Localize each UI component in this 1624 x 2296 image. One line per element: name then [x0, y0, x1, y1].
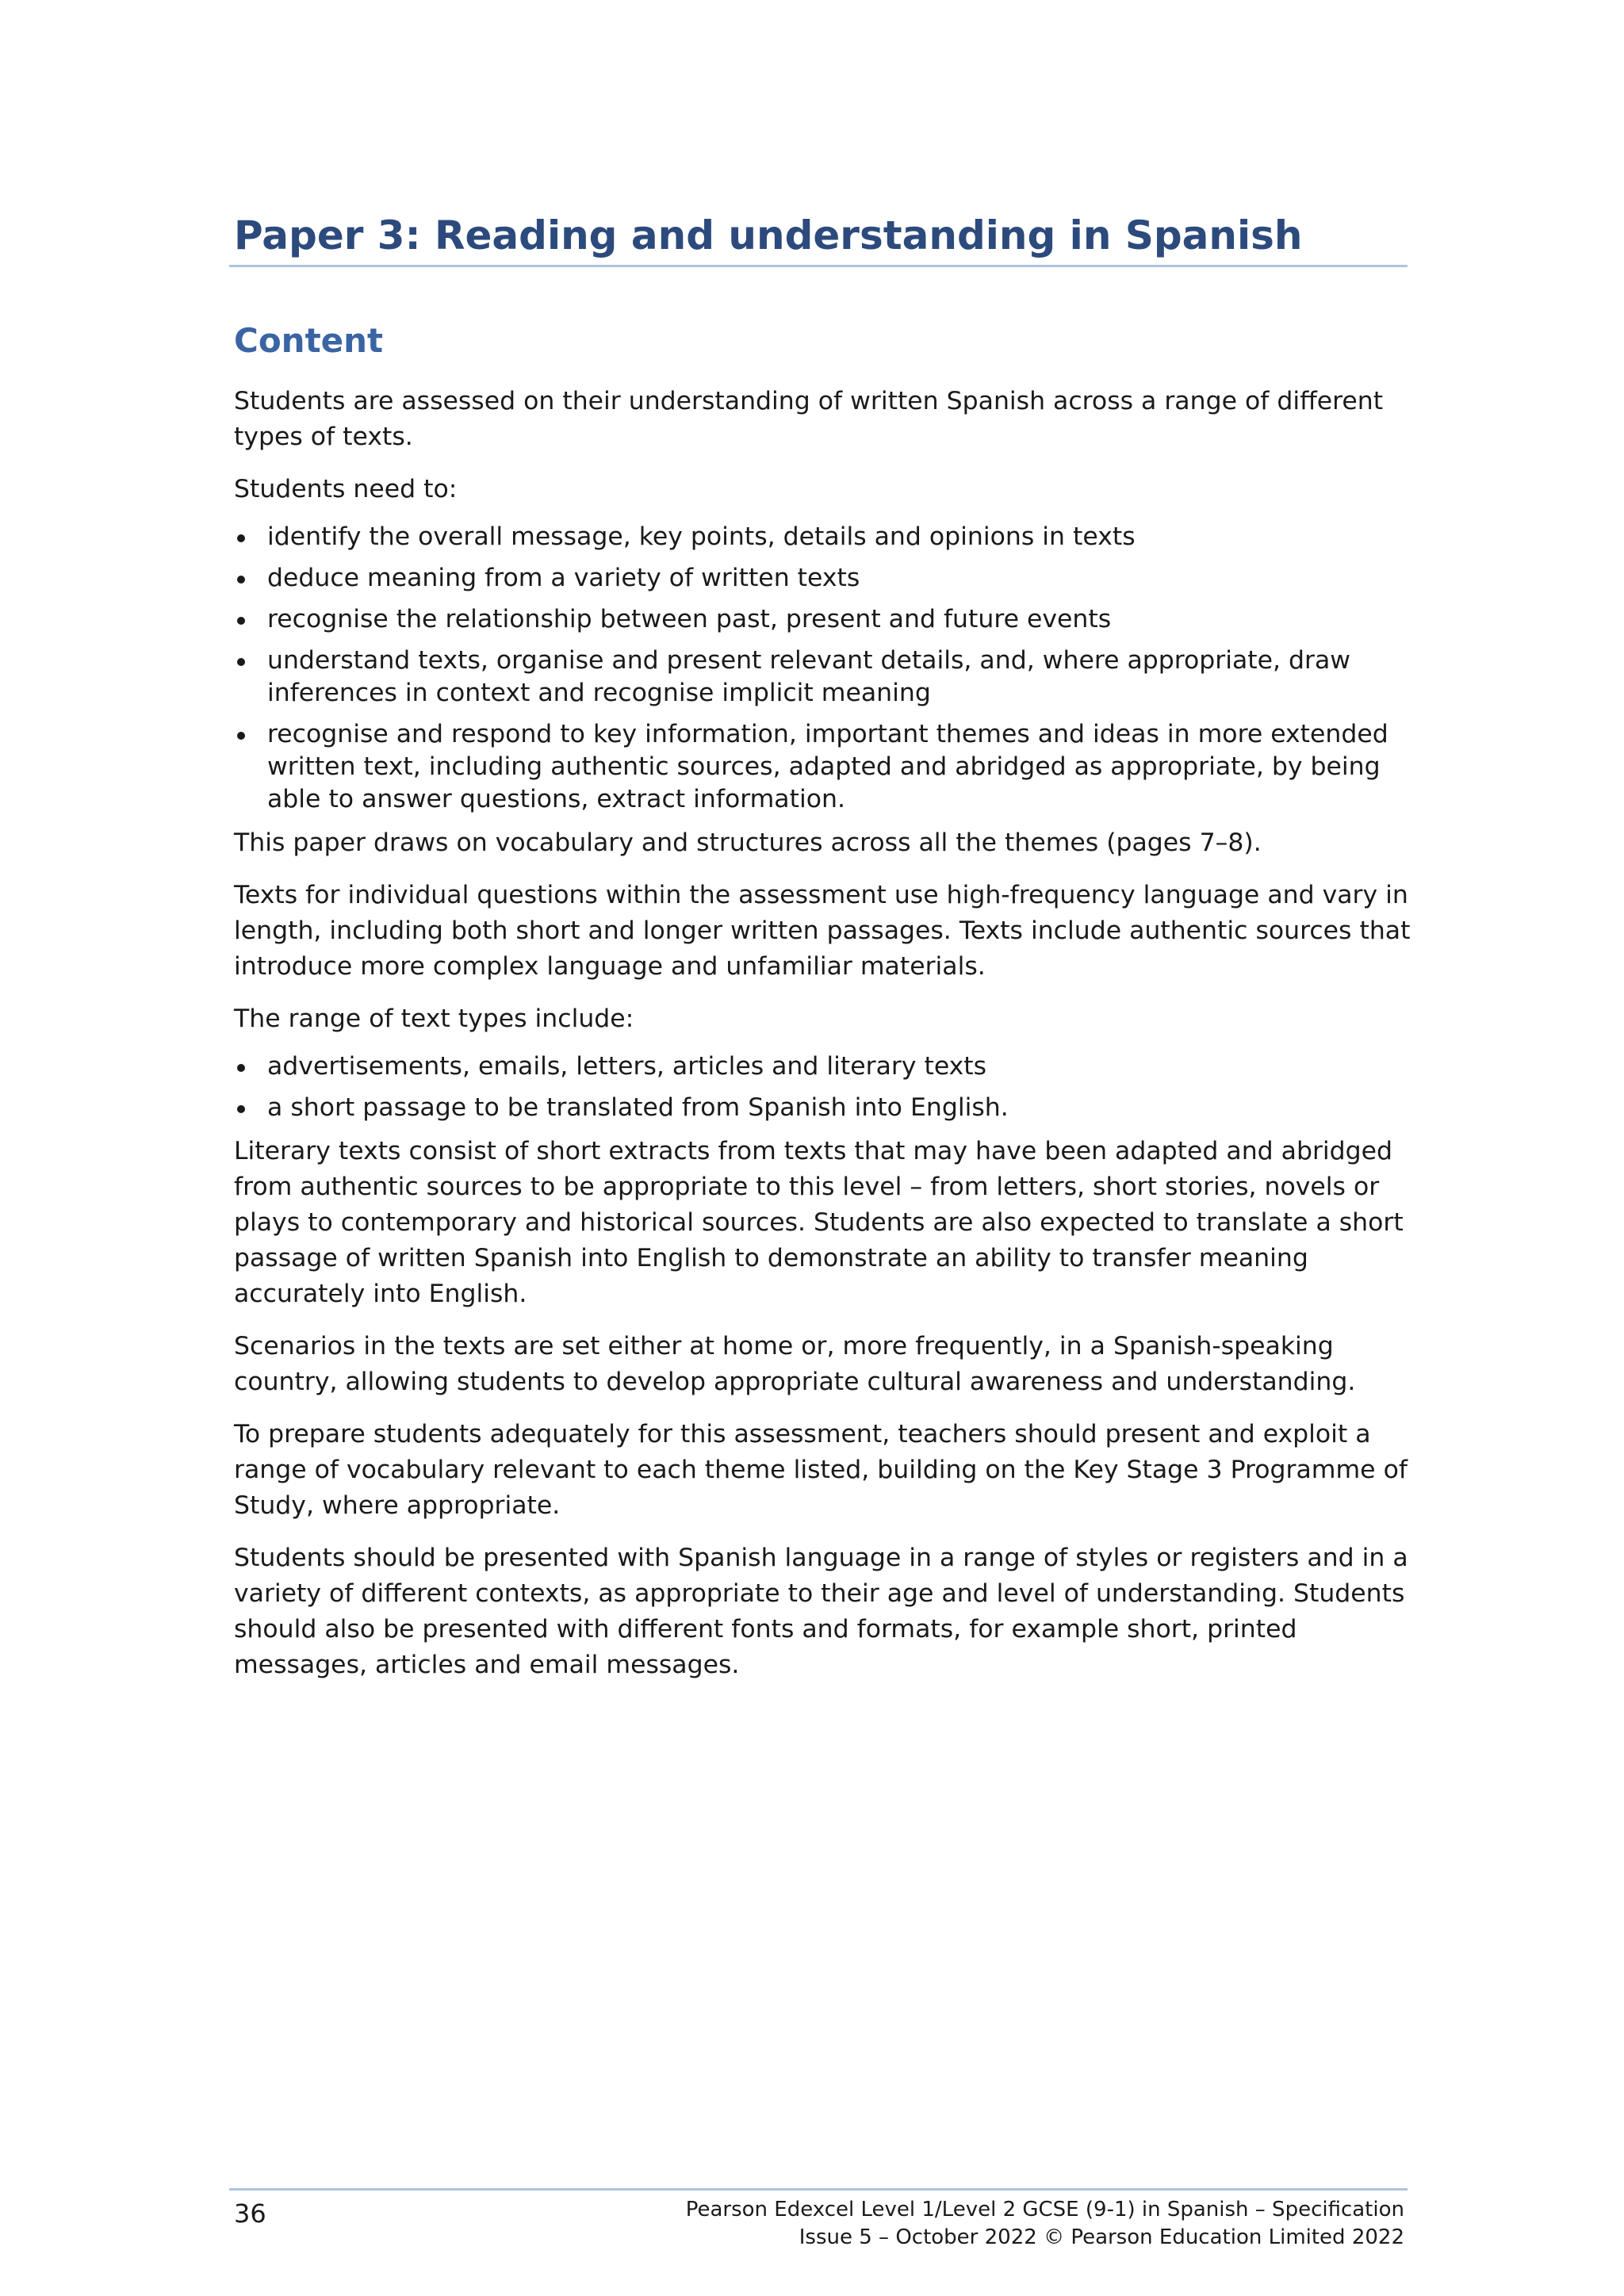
texts-paragraph: Texts for individual questions within the assessment use high-frequency language and vary in length, including both short and longer written passages. Texts include authentic sources that introduce more complex language and unfamiliar materials. — [234, 881, 1411, 981]
list-item — [234, 521, 1415, 553]
scenarios-paragraph: Scenarios in the texts are set either at home or, more frequently, in a Spanish-speaking country, allowing students to develop appropriate cultural awareness and understanding. — [234, 1332, 1356, 1396]
page-number: 36 — [234, 2198, 266, 2229]
list-item-text: advertisements, emails, letters, articles and literary texts — [267, 1052, 987, 1081]
needs-list — [234, 521, 1415, 816]
list-item-text: understand texts, organise and present relevant details, and, where appropriate, draw inferences in context and recognise implicit meaning — [267, 646, 1351, 707]
bullet-icon — [237, 534, 245, 542]
text-types-lead: The range of text types include: — [234, 1004, 634, 1033]
list-item — [234, 645, 1415, 710]
list-item-text: deduce meaning from a variety of written texts — [267, 564, 860, 592]
bullet-icon — [237, 1064, 245, 1072]
list-item — [234, 603, 1415, 636]
intro-paragraph: Students are assessed on their understanding of written Spanish across a range of different types of texts. — [234, 387, 1384, 451]
list-item-text: recognise and respond to key information, important themes and ideas in more extended written text, including authentic sources, adapted and abridged as appropriate, by being able to answer questions, extract information. — [267, 720, 1388, 813]
literary-texts-paragraph: Literary texts consist of short extracts from texts that may have been adapted and abridged from authentic sources to be appropriate to this level – from letters, short stories, novels or plays to contemporary and historical sources. Students are also expected to translate a short passage of written Spanish into English to demonstrate an ability to transfer meaning accurately into English. — [234, 1137, 1404, 1308]
vocabulary-paragraph: This paper draws on vocabulary and structures across all the themes (pages 7–8). — [234, 828, 1262, 857]
text-types-list — [234, 1050, 1415, 1124]
page-title: Paper 3: Reading and understanding in Spanish — [234, 212, 1303, 258]
title-divider — [229, 265, 1408, 267]
footer-citation — [686, 2196, 1404, 2252]
list-item-text: a short passage to be translated from Spanish into English. — [267, 1093, 1009, 1122]
list-item — [234, 562, 1415, 595]
needs-lead: Students need to: — [234, 475, 458, 503]
list-item — [234, 1092, 1415, 1124]
bullet-icon — [237, 658, 245, 666]
footer-divider — [229, 2188, 1408, 2191]
bullet-icon — [237, 1105, 245, 1113]
footer-line-1: Pearson Edexcel Level 1/Level 2 GCSE (9-1) in Spanish – Specification — [685, 2198, 1404, 2221]
list-item-text: identify the overall message, key points, details and opinions in texts — [267, 522, 1136, 551]
list-item — [234, 1050, 1415, 1083]
styles-paragraph: Students should be presented with Spanish language in a range of styles or registers and in a variety of different contexts, as appropriate to their age and level of understanding. Students should also be presented with different fonts and formats, for example short, printed messages, articles and email messages. — [234, 1544, 1408, 1679]
list-item-text: recognise the relationship between past, present and future events — [267, 605, 1112, 633]
preparation-paragraph: To prepare students adequately for this assessment, teachers should present and exploit a range of vocabulary relevant to each theme listed, building on the Key Stage 3 Programme of Study, where appropriate. — [234, 1420, 1408, 1520]
bullet-icon — [237, 576, 245, 584]
section-heading: Content — [234, 321, 384, 360]
bullet-icon — [237, 732, 245, 740]
bullet-icon — [237, 617, 245, 625]
footer-line-2: Issue 5 – October 2022 © Pearson Education Limited 2022 — [799, 2225, 1404, 2249]
list-item — [234, 718, 1415, 816]
main-content — [234, 317, 1415, 1700]
